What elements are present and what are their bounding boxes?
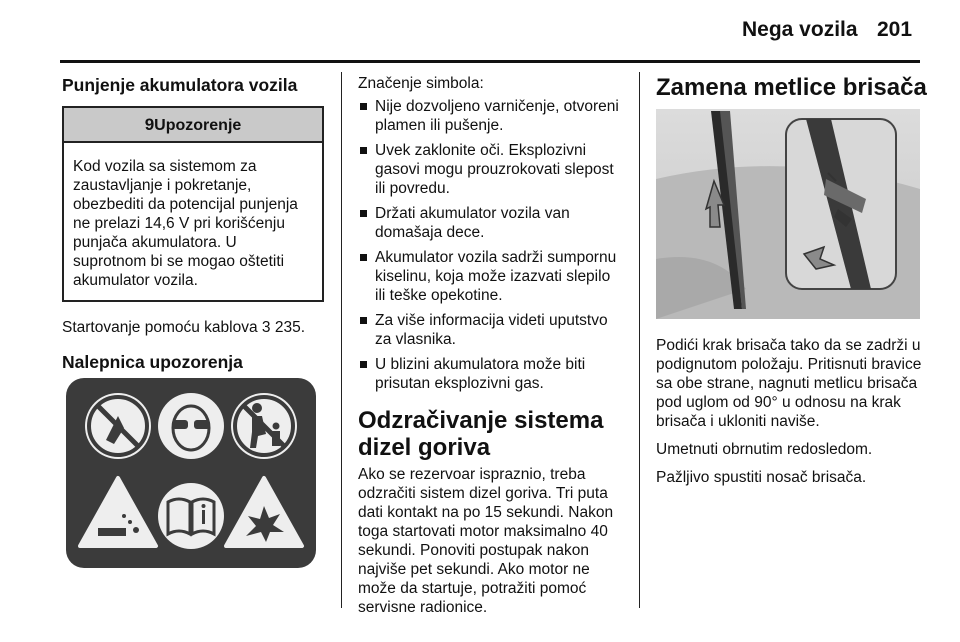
wiper-instructions-2: Umetnuti obrnutim redosledom. xyxy=(656,441,873,458)
page-number: 201 xyxy=(877,18,913,41)
warning-symbols-illustration xyxy=(66,378,316,568)
list-item: Nije dozvoljeno varničenje, otvoreni plamen ili pušenje. xyxy=(358,97,624,135)
column-1 xyxy=(62,74,324,383)
wiper-instructions-1: Podići krak brisača tako da se zadrži u podignutom položaju. Pritisnuti bravice sa obe strane, nagnuti metlicu brisača pod uglom od 90° u odnosu na krak brisača i ukloniti naviše. xyxy=(656,337,922,430)
page-header-title: Nega vozila xyxy=(742,18,858,41)
column-divider-2 xyxy=(639,72,640,608)
read-manual-icon xyxy=(158,483,224,549)
battery-warning-sticker xyxy=(66,378,316,568)
acid-warning-icon xyxy=(80,478,156,546)
jump-start-page: 235. xyxy=(270,319,306,336)
wiper-instructions-3: Pažljivo spustiti nosač brisača. xyxy=(656,469,867,486)
column-divider-1 xyxy=(341,72,342,608)
section-title-wiper-replacement: Zamena metlice brisača xyxy=(656,74,927,101)
list-item: Akumulator vozila sadrži sumpornu kiselinu, koja može izazvati slepilo ili teške opekotine. xyxy=(358,248,624,305)
symbols-intro: Značenje simbola: xyxy=(358,75,484,92)
diesel-bleeding-text: Ako se rezervoar ispraznio, treba odzračiti sistem dizel goriva. Tri puta dati kontakt na po 15 sekundi. Nakon toga startovati motor maksimalno 40 sekundi. Ponoviti postupak nakon najviše pet sekundi. Ako motor ne može da startuje, potražiti pomoć servisne radionice. xyxy=(358,466,614,616)
column-2 xyxy=(358,74,624,617)
warning-text: Kod vozila sa sistemom za zaustavljanje i pokretanje, obezbediti da potencijal punjenja ne prelazi 14,6 V pri korišćenju punjača akumulatora. U suprotnom bi se mogao oštetiti akumulator vozila. xyxy=(73,158,298,289)
column-3 xyxy=(656,74,927,487)
explosive-gas-icon xyxy=(226,478,302,546)
warning-box xyxy=(62,106,324,302)
list-item: Uvek zaklonite oči. Eksplozivni gasovi mogu prouzrokovati slepost ili povredu. xyxy=(358,141,624,198)
list-item: U blizini akumulatora može biti prisutan eksplozivni gas. xyxy=(358,355,624,393)
section-title-warning-label: Nalepnica upozorenja xyxy=(62,352,243,372)
no-flame-icon xyxy=(85,393,151,459)
wiper-blade-image xyxy=(656,109,920,319)
warning-triangle-icon: 9 xyxy=(144,115,155,134)
list-item: Za više informacija videti uputstvo za vlasnika. xyxy=(358,311,624,349)
eye-protection-icon xyxy=(158,393,224,459)
keep-children-away-icon xyxy=(231,393,297,459)
section-title-diesel-bleeding: Odzračivanje sistema dizel goriva xyxy=(358,407,604,461)
symbol-meanings-list xyxy=(358,97,624,393)
page-reference-arrow-icon: 3 xyxy=(261,319,271,336)
list-item: Držati akumulator vozila van domašaja dece. xyxy=(358,204,624,242)
warning-title: Upozorenje xyxy=(154,117,242,134)
warning-header xyxy=(64,108,322,143)
jump-start-text: Startovanje pomoću kablova xyxy=(62,319,262,336)
wiper-illustration xyxy=(656,109,922,324)
jump-start-reference xyxy=(62,318,324,337)
section-title-battery-charging: Punjenje akumulatora vozila xyxy=(62,75,298,95)
header-rule xyxy=(60,60,920,63)
